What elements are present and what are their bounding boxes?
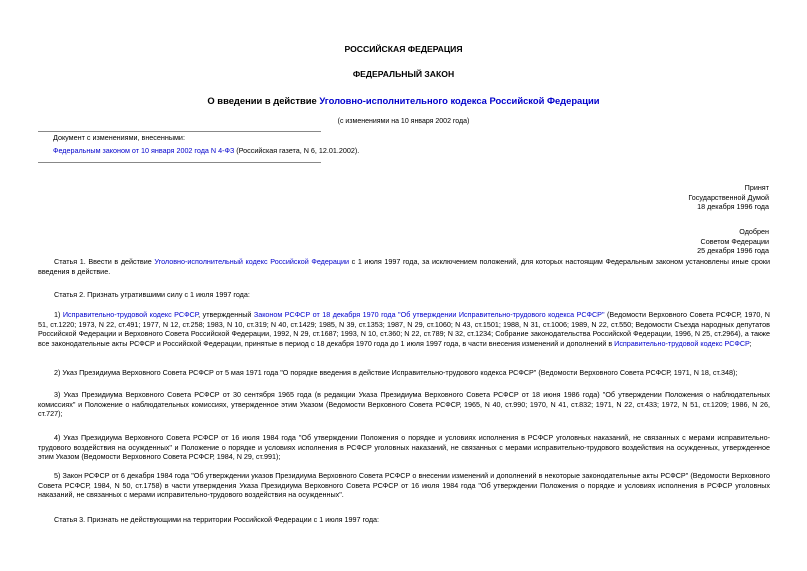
article-1: [38, 257, 770, 276]
article-2-item-5: [38, 471, 770, 500]
amending-law-link[interactable]: Федеральным законом от 10 января 2002 года N 4-ФЗ: [53, 145, 235, 155]
article-2-item-3: [38, 390, 770, 419]
item-5-text: 5) Закон РСФСР от 6 декабря 1984 года "Об утверждении указов Президиума Верховного Совета РСФСР о внесении изменений и дополнений в некоторые законодательные акты РСФСР" (Ведомости Верховного Совета РСФСР, 1984, N 50, ст.1758) в части утверждения Указа Президиума Верховного Совета РСФСР от 16 июля 1984 года "Об утверждении Положения о порядке и условиях исполнения в РСФСР уголовных наказаний, не связанных с мерами исправительно-трудового воздействия на осужденных".: [38, 471, 770, 500]
article-1-prefix: Статья 1. Ввести в действие: [54, 257, 155, 266]
adopted-body: Государственной Думой: [688, 192, 769, 202]
amending-law-source: (Российская газета, N 6, 12.01.2002).: [234, 145, 360, 155]
article-1-text: с 1 июля 1997 года, за исключением положений, для которых настоящим Федеральным законом установлены иные сроки введения в действие.: [38, 257, 770, 276]
title-prefix: О введении в действие: [207, 95, 320, 106]
divider-bottom: [38, 162, 321, 163]
amendments-note: [53, 133, 373, 155]
approved-body: Советом Федерации: [700, 236, 769, 246]
article-2: [38, 290, 770, 300]
rsfsr-law-1970-link[interactable]: Законом РСФСР от 18 декабря 1970 года "Об утверждении Исправительно-трудового кодекса РСФСР": [253, 310, 605, 319]
article-2-item-4: [38, 433, 770, 462]
item-2-text: 2) Указ Президиума Верховного Совета РСФСР от 5 мая 1971 года "О порядке введения в действие Исправительно-трудового кодекса РСФСР" (Ведомости Верховного Совета РСФСР, 1971, N 18, ст.348);: [54, 368, 738, 377]
approved-label: Одобрен: [739, 227, 769, 236]
amendments-note-line: [53, 146, 373, 156]
article-3: [38, 515, 770, 525]
article-2-text: Статья 2. Признать утратившими силу с 1 июля 1997 года:: [54, 290, 250, 299]
criminal-executive-code-link[interactable]: Уголовно-исполнительный кодекс Российской Федерации: [154, 257, 350, 266]
item-1-end: ;: [749, 338, 752, 348]
article-3-text: Статья 3. Признать не действующими на территории Российской Федерации с 1 июля 1997 года:: [54, 515, 380, 524]
article-2-item-1: [38, 310, 770, 348]
corrective-labor-code-link[interactable]: Исправительно-трудовой кодекс РСФСР: [62, 310, 199, 319]
amendments-note-label: Документ с изменениями, внесенными:: [53, 133, 185, 142]
item-3-text: 3) Указ Президиума Верховного Совета РСФСР от 30 сентября 1965 года (в редакции Указа Президиума Верховного Совета РСФСР от 18 июня 1986 года) "Об утверждении Положения о наблюдательных комиссиях" и Положение о наблюдательных комиссиях, утвержденное этим Указом (Ведомости Верховного Совета РСФСР, 1965, N 40, ст.990; 1970, N 41, ст.832; 1971, N 22, ст.433; 1972, N 51, ст.1209; 1986, N 26, ст.727);: [38, 390, 770, 419]
doc-type-heading: ФЕДЕРАЛЬНЫЙ ЗАКОН: [352, 69, 455, 79]
code-title-link[interactable]: Уголовно-исполнительного кодекса Российской Федерации: [319, 95, 600, 106]
approved-date: 25 декабря 1996 года: [697, 246, 769, 256]
item-1-text-a: , утвержденный: [198, 310, 254, 319]
adopted-date: 18 декабря 1996 года: [697, 202, 769, 212]
adopted-block: [688, 183, 769, 212]
divider-top: [38, 131, 321, 132]
approved-block: [697, 227, 769, 256]
item-4-text: 4) Указ Президиума Верховного Совета РСФСР от 16 июля 1984 года "Об утверждении Положения о порядке и условиях исполнения в РСФСР уголовных наказаний, не связанных с мерами исправительно-трудового воздействия на осужденных" и Положение о порядке и условиях исполнения в РСФСР уголовных наказаний, не связанных с мерами исправительно-трудового воздействия на осужденных, утвержденное этим Указом (Ведомости Верховного Совета РСФСР, 1984, N 29, ст.991);: [38, 433, 770, 462]
corrective-labor-code-link-2[interactable]: Исправительно-трудовой кодекс РСФСР: [614, 338, 750, 348]
adopted-label: Принят: [744, 183, 769, 192]
document-title: [0, 96, 807, 106]
country-heading: РОССИЙСКАЯ ФЕДЕРАЦИЯ: [344, 44, 463, 54]
edition-note: (с изменениями на 10 января 2002 года): [337, 118, 470, 125]
item-1-text-b: (Ведомости Верховного Совета РСФСР, 1970, N 51, ст.1220; 1973, N 22, ст.491; 1977, N 12, ст.258; 1983, N 10, ст.319; N 40, ст.1429; 1985, N 39, ст.1353; 1987, N 29, ст.1060; N 43, ст.1501; 1988, N 31, ст.1006; 1989, N 22, ст.550; Ведомости Съезда народных депутатов Российской Федерации и Верховного Совета Российской Федерации, 1992, N 29, ст.1687; 1993, N 10, ст.360; N 22, ст.789; N 32, ст.1234; Собрание законодательства Российской Федерации, 1996, N 25, ст.2964), а также все законодательные акты РСФСР и Российской Федерации, принятые в период с 18 декабря 1970 года до 1 июля 1997 года, в части внесения изменений и дополнений в: [38, 310, 770, 348]
item-1-number: 1): [54, 310, 63, 319]
article-2-item-2: [38, 368, 770, 378]
